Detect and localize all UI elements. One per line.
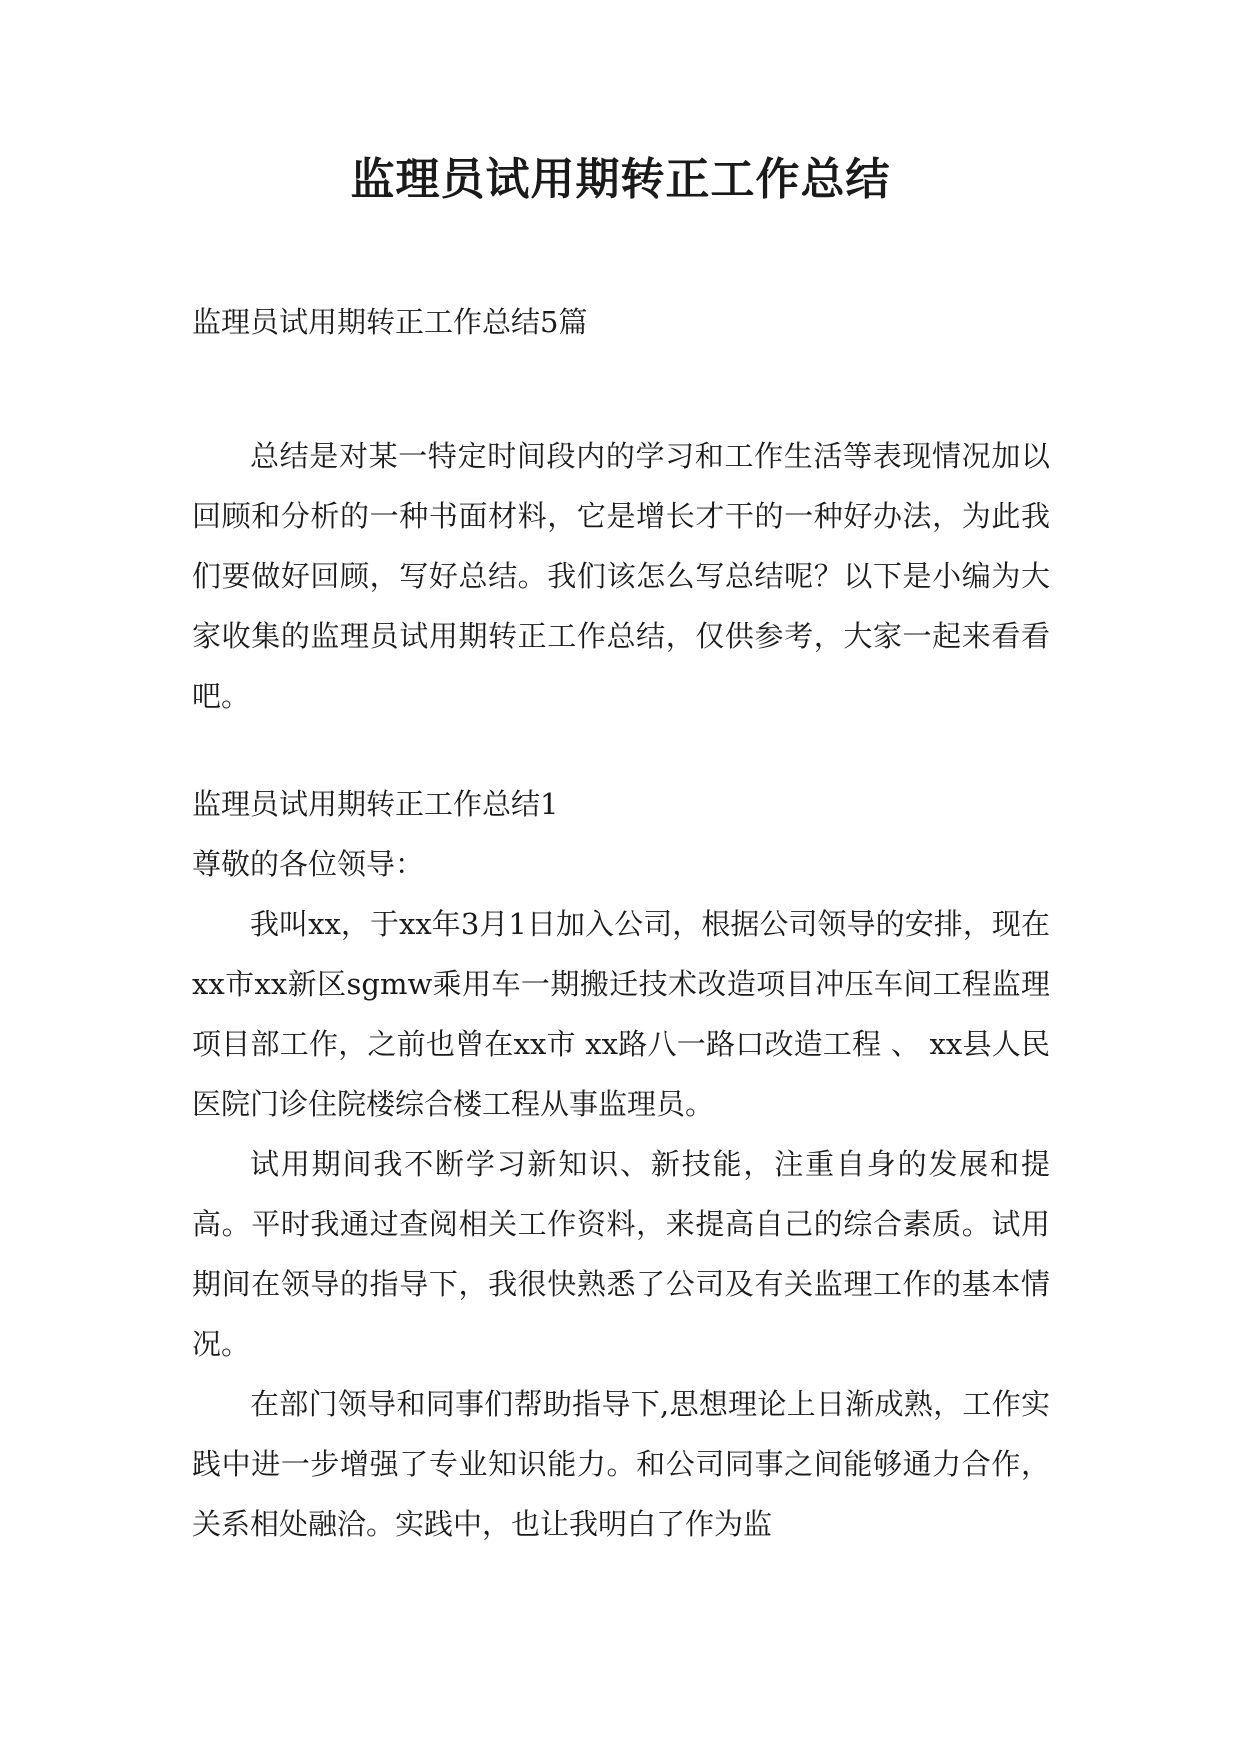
spacer [192, 352, 1050, 426]
body-paragraph: 我叫xx，于xx年3月1日加入公司，根据公司领导的安排，现在xx市xx新区sgmw乘用车一期搬迁技术改造项目冲压车间工程监理项目部工作，之前也曾在xx市 xx路八一路口改造工程 、 xx县人民医院门诊住院楼综合楼工程从事监理员。 [192, 907, 1050, 1121]
spacer [192, 726, 1050, 774]
salutation: 尊敬的各位领导： [192, 847, 425, 881]
intro-paragraph: 总结是对某一特定时间段内的学习和工作生活等表现情况加以回顾和分析的一种书面材料，它是增长才干的一种好办法，为此我们要做好回顾，写好总结。我们该怎么写总结呢？以下是小编为大家收集的监理员试用期转正工作总结，仅供参考，大家一起来看看吧。 [192, 439, 1050, 713]
document-body [192, 292, 1050, 1554]
body-paragraph: 试用期间我不断学习新知识、新技能，注重自身的发展和提高。平时我通过查阅相关工作资料，来提高自己的综合素质。试用期间在领导的指导下，我很快熟悉了公司及有关监理工作的基本情况。 [192, 1147, 1050, 1361]
body-paragraph: 在部门领导和同事们帮助指导下,思想理论上日渐成熟，工作实践中进一步增强了专业知识能力。和公司同事之间能够通力合作，关系相处融洽。实践中，也让我明白了作为监 [192, 1387, 1050, 1541]
section-heading: 监理员试用期转正工作总结1 [192, 787, 559, 821]
document-subtitle: 监理员试用期转正工作总结5篇 [192, 305, 588, 339]
document-title: 监理员试用期转正工作总结 [350, 154, 891, 205]
